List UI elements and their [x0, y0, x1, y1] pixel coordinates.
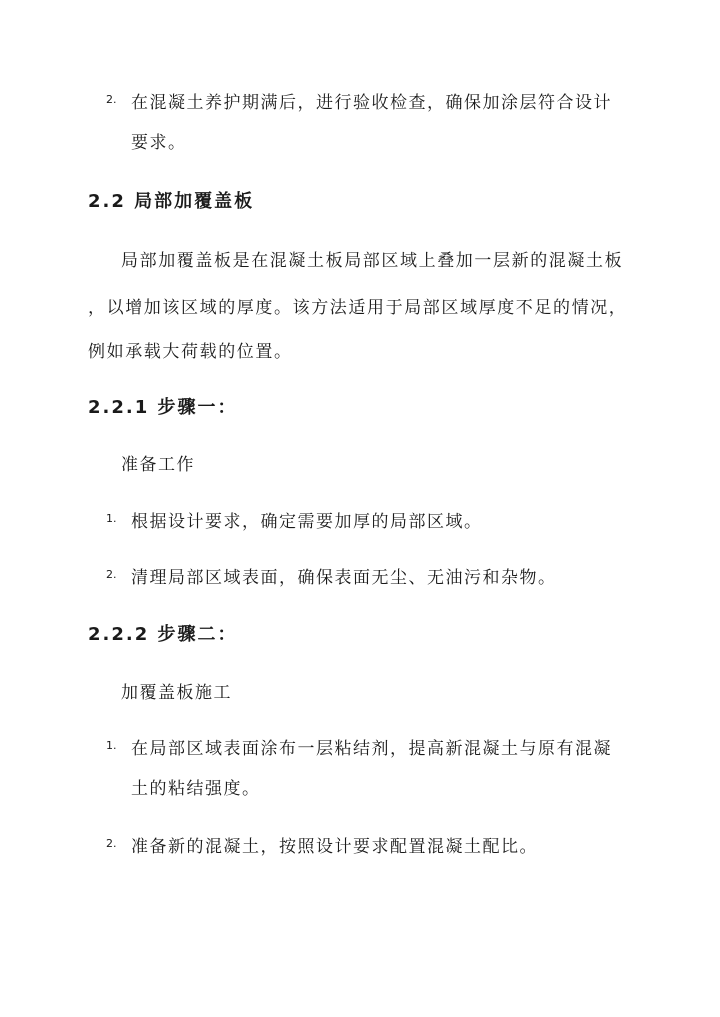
step-label: 加覆盖板施工 — [121, 683, 232, 703]
list-number: 2. — [106, 837, 117, 850]
list-number: 1. — [106, 739, 117, 752]
list-item-text: 准备新的混凝土，按照设计要求配置混凝土配比。 — [131, 837, 538, 857]
list-number: 2. — [106, 568, 117, 581]
list-item-text: 在混凝土养护期满后，进行验收检查，确保加涂层符合设计 — [131, 93, 612, 113]
section-heading-2-2-1: 2.2.1 步骤一： — [88, 397, 238, 418]
list-number: 1. — [106, 512, 117, 525]
list-item-text: 根据设计要求，确定需要加厚的局部区域。 — [131, 512, 483, 532]
list-number: 2. — [106, 93, 117, 106]
section-heading-2-2-2: 2.2.2 步骤二： — [88, 624, 238, 645]
step-label: 准备工作 — [121, 455, 195, 475]
paragraph-line: 例如承载大荷载的位置。 — [88, 342, 293, 362]
section-heading-2-2: 2.2 局部加覆盖板 — [88, 191, 255, 212]
list-item-text-continued: 土的粘结强度。 — [131, 779, 261, 799]
list-item-text-continued: 要求。 — [131, 133, 187, 153]
paragraph-line: 局部加覆盖板是在混凝土板局部区域上叠加一层新的混凝土板 — [121, 251, 624, 271]
paragraph-line: ，以增加该区域的厚度。该方法适用于局部区域厚度不足的情况， — [88, 298, 628, 318]
list-item-text: 在局部区域表面涂布一层粘结剂，提高新混凝土与原有混凝 — [131, 739, 612, 759]
list-item-text: 清理局部区域表面，确保表面无尘、无油污和杂物。 — [131, 568, 557, 588]
